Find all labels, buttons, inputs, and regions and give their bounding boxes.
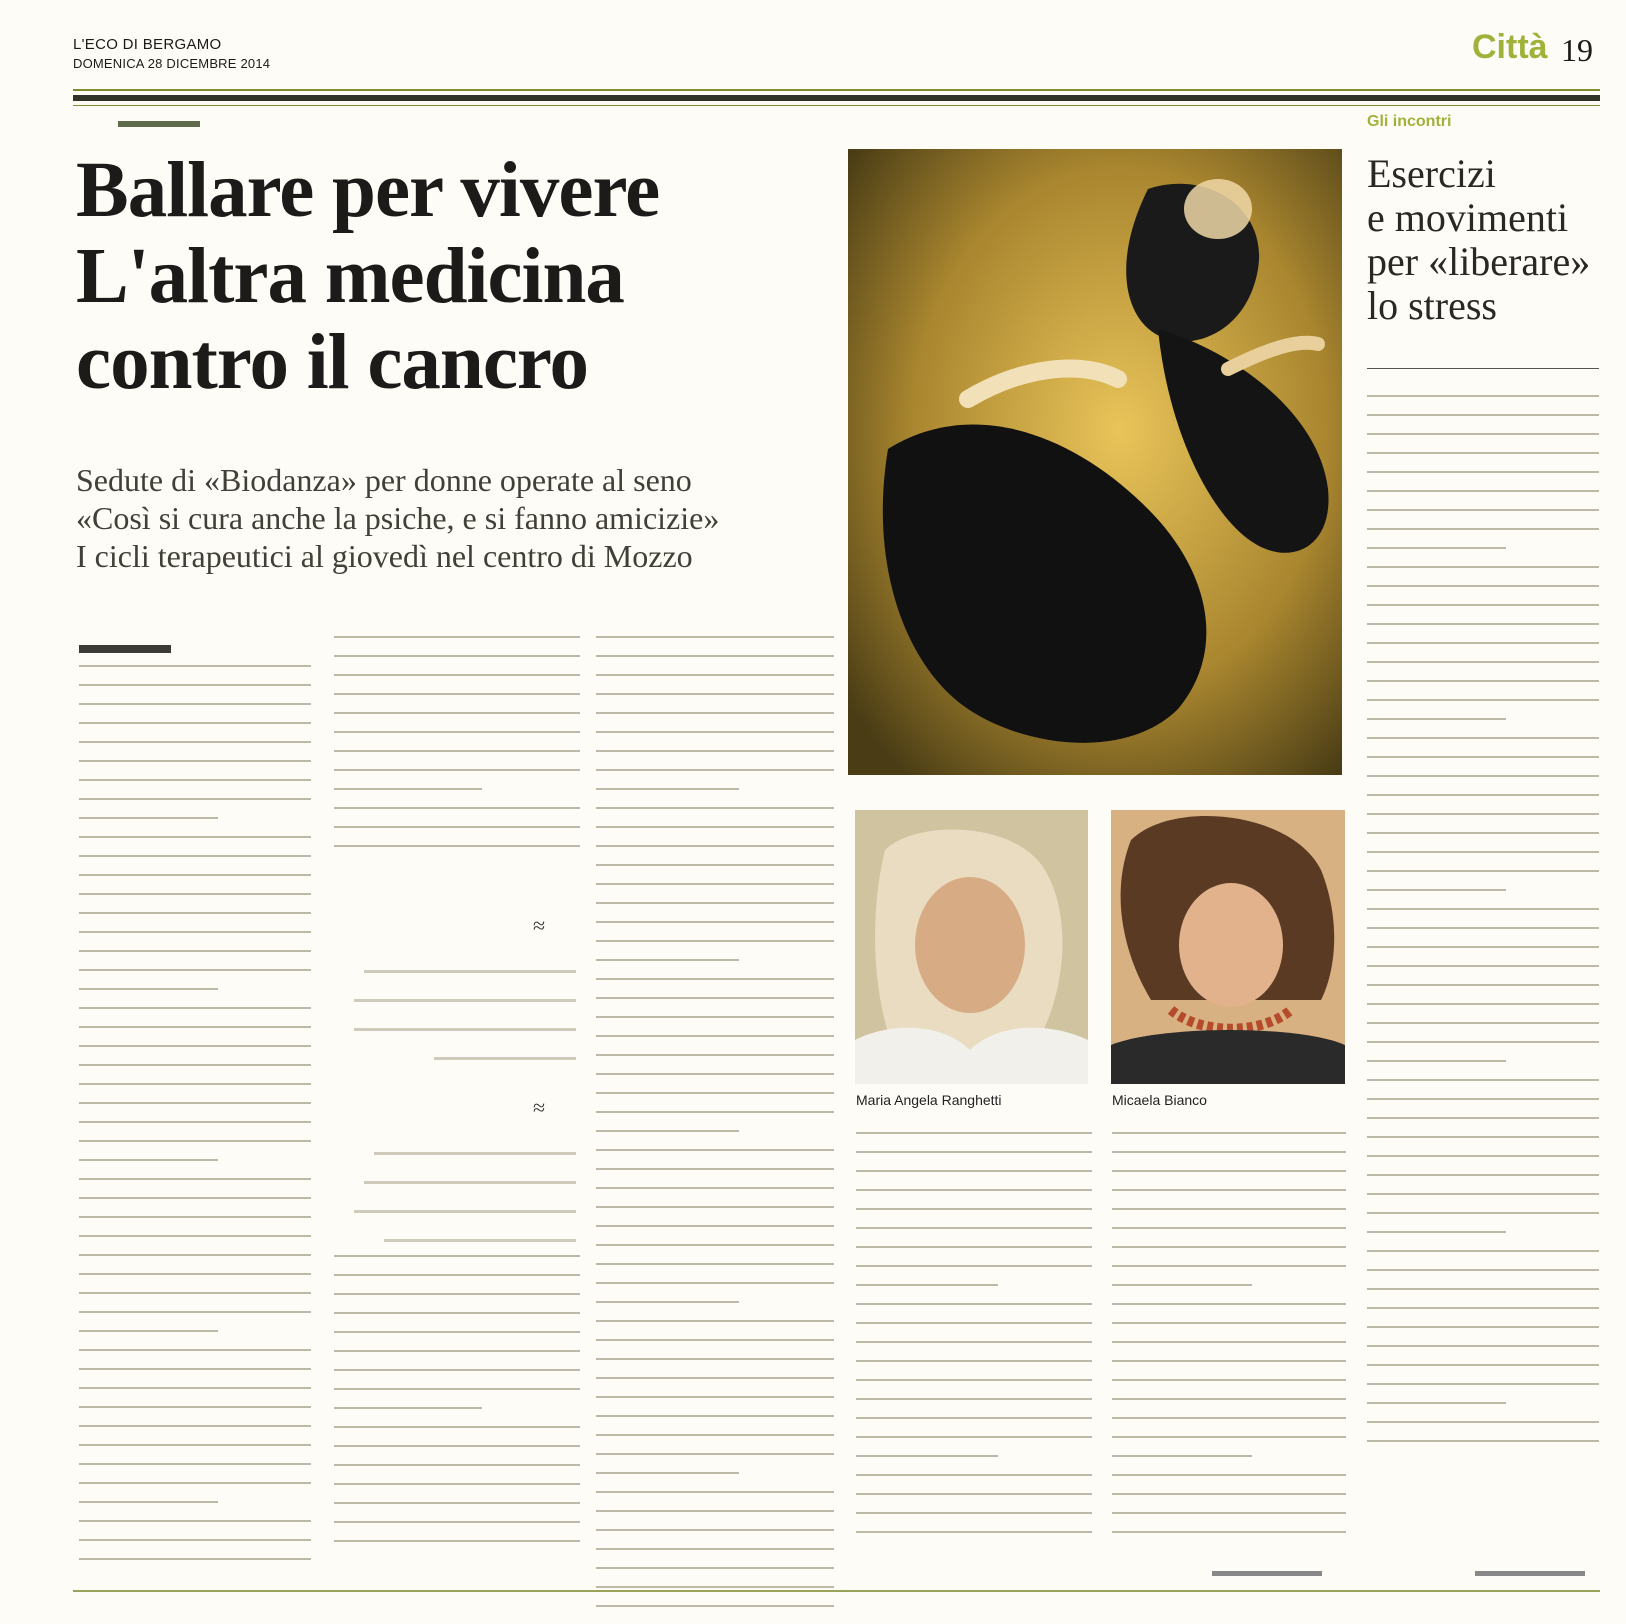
text-line-placeholder [1112,1455,1252,1457]
text-line-placeholder [1112,1265,1346,1267]
text-line-placeholder [1112,1379,1346,1381]
text-line-placeholder [1367,1136,1599,1138]
text-line-placeholder [79,1083,311,1085]
text-line-placeholder [79,1159,218,1161]
text-line-placeholder [79,1387,311,1389]
text-line-placeholder [79,1273,311,1275]
text-line-placeholder [79,1007,311,1009]
text-line-placeholder [856,1436,1092,1438]
text-line-placeholder [596,1016,834,1018]
text-line-placeholder [596,997,834,999]
text-line-placeholder [596,1111,834,1113]
text-line-placeholder [856,1189,1092,1191]
text-line-placeholder [596,807,834,809]
text-line-placeholder [79,722,311,724]
text-line-placeholder [79,1026,311,1028]
text-line-placeholder [79,817,218,819]
text-line-placeholder [596,1168,834,1170]
text-line-placeholder [334,712,580,714]
text-line-placeholder [1367,1060,1506,1062]
text-line-placeholder [79,1140,311,1142]
text-line-placeholder [596,959,739,961]
text-line-placeholder [1367,1326,1599,1328]
text-line-placeholder [79,1539,311,1541]
photo-caption: Micaela Bianco [1112,1092,1207,1108]
text-line-placeholder [596,978,834,980]
text-line-placeholder [79,779,311,781]
text-line-placeholder [856,1284,998,1286]
text-line-placeholder [1112,1322,1346,1324]
text-line-placeholder [79,988,218,990]
text-line-placeholder [1367,1383,1599,1385]
page-number: 19 [1561,32,1593,68]
subhead [76,461,836,575]
text-line-placeholder [1367,433,1599,435]
text-line-placeholder [334,788,482,790]
pullquote-placeholder [344,1142,576,1242]
sidebar-title-line: e movimenti [1367,195,1569,240]
text-line-placeholder [596,1225,834,1227]
text-line-placeholder [1367,1421,1599,1423]
text-line-placeholder [79,1558,311,1560]
text-line-placeholder [1367,1345,1599,1347]
text-line-placeholder [79,1121,311,1123]
text-line-placeholder [596,1206,834,1208]
text-line-placeholder [1367,1307,1599,1309]
text-line-placeholder [79,1311,311,1313]
text-line-placeholder [856,1265,1092,1267]
text-line-placeholder [334,1312,580,1314]
article-column [856,1132,1092,1550]
text-line-placeholder [856,1341,1092,1343]
text-line-placeholder [334,1407,482,1409]
text-line-placeholder [856,1132,1092,1134]
text-line-placeholder [79,1216,311,1218]
text-line-placeholder [596,1605,834,1607]
text-line-placeholder [596,1548,834,1550]
portrait-bianco [1111,810,1345,1084]
text-line-placeholder [596,1073,834,1075]
text-line-placeholder [1367,870,1599,872]
headline-line: Ballare per vivere [76,147,660,234]
text-line-placeholder [1367,984,1599,986]
text-line-placeholder [596,1434,834,1436]
text-line-placeholder [334,1331,580,1333]
text-line-placeholder [1367,1041,1599,1043]
text-line-placeholder [79,893,311,895]
portrait-ranghetti-graphic [855,810,1088,1084]
text-line-placeholder [1112,1151,1346,1153]
text-line-placeholder [1112,1436,1346,1438]
text-line-placeholder [596,1339,834,1341]
sidebar-title-line: lo stress [1367,283,1497,328]
dance-photo [848,149,1342,775]
text-line-placeholder [596,1187,834,1189]
text-line-placeholder [1367,661,1599,663]
text-line-placeholder [79,1292,311,1294]
text-line-placeholder [79,798,311,800]
text-line-placeholder [856,1455,998,1457]
text-line-placeholder [1367,509,1599,511]
portrait-bianco-graphic [1111,810,1345,1084]
text-line-placeholder [334,1502,580,1504]
text-line-placeholder [1367,566,1599,568]
text-line-placeholder [596,921,834,923]
text-line-placeholder [1367,1402,1506,1404]
text-line-placeholder [79,703,311,705]
text-line-placeholder [596,1301,739,1303]
text-line-placeholder [79,836,311,838]
text-line-placeholder [334,636,580,638]
text-line-placeholder [79,1482,311,1484]
text-line-placeholder [1367,1231,1506,1233]
article-column [334,1255,580,1559]
text-line-placeholder [1367,946,1599,948]
text-line-placeholder [1367,794,1599,796]
text-line-placeholder [79,855,311,857]
text-line-placeholder [1367,680,1599,682]
text-line-placeholder [79,1045,311,1047]
text-line-placeholder [856,1512,1092,1514]
header-rule-thin [73,105,1600,106]
text-line-placeholder [1367,471,1599,473]
text-line-placeholder [1367,965,1599,967]
text-line-placeholder [334,1274,580,1276]
text-line-placeholder [596,1149,834,1151]
text-line-placeholder [334,693,580,695]
text-line-placeholder [596,826,834,828]
text-line-placeholder [596,674,834,676]
text-line-placeholder [79,1406,311,1408]
text-line-placeholder [1112,1512,1346,1514]
text-line-placeholder [334,807,580,809]
text-line-placeholder [1367,908,1599,910]
text-line-placeholder [79,950,311,952]
text-line-placeholder [1367,832,1599,834]
text-line-placeholder [1367,1288,1599,1290]
text-line-placeholder [856,1322,1092,1324]
text-line-placeholder [1367,623,1599,625]
text-line-placeholder [1112,1398,1346,1400]
text-line-placeholder [334,1464,580,1466]
text-line-placeholder [334,1388,580,1390]
sidebar-kicker: Gli incontri [1367,113,1452,130]
text-line-placeholder [1367,1174,1599,1176]
text-line-placeholder [596,902,834,904]
text-line-placeholder [596,1529,834,1531]
text-line-placeholder [1367,737,1599,739]
pullquote-placeholder [344,960,576,1060]
sidebar-title-line: Esercizi [1367,151,1496,196]
text-line-placeholder [79,1463,311,1465]
text-line-placeholder [856,1398,1092,1400]
text-line-placeholder [79,741,311,743]
text-line-placeholder [1367,528,1599,530]
text-line-placeholder [1112,1493,1346,1495]
text-line-placeholder [334,1540,580,1542]
text-line-placeholder [596,731,834,733]
text-line-placeholder [334,655,580,657]
text-line-placeholder [1367,927,1599,929]
text-line-placeholder [856,1379,1092,1381]
sidebar-title-line: per «liberare» [1367,239,1591,284]
text-line-placeholder [1112,1341,1346,1343]
text-line-placeholder [596,769,834,771]
text-line-placeholder [1367,851,1599,853]
text-line-placeholder [79,684,311,686]
text-line-placeholder [1367,889,1506,891]
footer-rule [73,1590,1600,1592]
text-line-placeholder [1112,1189,1346,1191]
text-line-placeholder [1367,604,1599,606]
text-line-placeholder [1367,1193,1599,1195]
quote-mark-icon: ≈ [533,1095,546,1120]
text-line-placeholder [79,1368,311,1370]
kicker-bar [118,121,200,127]
text-line-placeholder [1367,1117,1599,1119]
text-line-placeholder [1367,1364,1599,1366]
text-line-placeholder [1112,1227,1346,1229]
text-line-placeholder [1367,699,1599,701]
headline-line: L'altra medicina [76,233,624,320]
text-line-placeholder [79,1501,218,1503]
text-line-placeholder [1367,642,1599,644]
headline [76,148,836,406]
photo-caption: Maria Angela Ranghetti [856,1092,1002,1108]
text-line-placeholder [596,1320,834,1322]
text-line-placeholder [596,1282,834,1284]
masthead-name: L'ECO DI BERGAMO [73,36,222,53]
text-line-placeholder [1367,1022,1599,1024]
text-line-placeholder [79,1444,311,1446]
text-line-placeholder [79,1254,311,1256]
text-line-placeholder [596,1586,834,1588]
text-line-placeholder [596,788,739,790]
text-line-placeholder [1367,1079,1599,1081]
text-line-placeholder [596,693,834,695]
text-line-placeholder [596,940,834,942]
text-line-placeholder [334,1293,580,1295]
subhead-line: I cicli terapeutici al giovedì nel centro di Mozzo [76,538,693,574]
text-line-placeholder [334,1369,580,1371]
text-line-placeholder [596,655,834,657]
text-line-placeholder [79,1235,311,1237]
text-line-placeholder [1367,1269,1599,1271]
article-column [79,665,311,1577]
text-line-placeholder [79,1520,311,1522]
text-line-placeholder [79,1102,311,1104]
text-line-placeholder [596,1453,834,1455]
text-line-placeholder [596,712,834,714]
text-line-placeholder [1367,813,1599,815]
text-line-placeholder [1367,395,1599,397]
text-line-placeholder [596,1035,834,1037]
text-line-placeholder [1367,1155,1599,1157]
text-line-placeholder [856,1474,1092,1476]
text-line-placeholder [79,931,311,933]
text-line-placeholder [1112,1360,1346,1362]
text-line-placeholder [1367,490,1599,492]
text-line-placeholder [596,883,834,885]
text-line-placeholder [79,665,311,667]
text-line-placeholder [1112,1284,1252,1286]
text-line-placeholder [856,1531,1092,1533]
copyright-placeholder [1212,1571,1322,1576]
sidebar-column [1367,395,1599,1459]
text-line-placeholder [1367,756,1599,758]
article-column [1112,1132,1346,1550]
text-line-placeholder [1367,1003,1599,1005]
text-line-placeholder [1367,585,1599,587]
text-line-placeholder [856,1208,1092,1210]
sidebar-divider [1367,368,1599,369]
text-line-placeholder [856,1170,1092,1172]
article-column [596,636,834,1624]
text-line-placeholder [79,1349,311,1351]
dance-photo-graphic [848,149,1342,775]
text-line-placeholder [79,760,311,762]
text-line-placeholder [1367,1212,1599,1214]
text-line-placeholder [79,1064,311,1066]
text-line-placeholder [1367,775,1599,777]
masthead-date: DOMENICA 28 DICEMBRE 2014 [73,56,271,71]
text-line-placeholder [596,1054,834,1056]
text-line-placeholder [1367,414,1599,416]
text-line-placeholder [334,1426,580,1428]
text-line-placeholder [596,1567,834,1569]
text-line-placeholder [596,1092,834,1094]
text-line-placeholder [1367,1098,1599,1100]
text-line-placeholder [856,1417,1092,1419]
text-line-placeholder [596,1263,834,1265]
text-line-placeholder [856,1151,1092,1153]
text-line-placeholder [334,769,580,771]
text-line-placeholder [1112,1417,1346,1419]
text-line-placeholder [596,1130,739,1132]
header-rule [73,89,1600,91]
text-line-placeholder [79,1197,311,1199]
text-line-placeholder [596,1377,834,1379]
text-line-placeholder [334,674,580,676]
header-rule-thick [73,95,1600,101]
text-line-placeholder [596,1510,834,1512]
text-line-placeholder [1367,452,1599,454]
text-line-placeholder [334,826,580,828]
text-line-placeholder [596,1244,834,1246]
text-line-placeholder [1367,547,1506,549]
text-line-placeholder [596,1472,739,1474]
text-line-placeholder [334,1445,580,1447]
article-column [334,636,580,864]
text-line-placeholder [79,1330,218,1332]
text-line-placeholder [1112,1246,1346,1248]
sidebar-title [1367,152,1607,328]
subhead-line: Sedute di «Biodanza» per donne operate al seno [76,462,692,498]
text-line-placeholder [79,912,311,914]
text-line-placeholder [1112,1474,1346,1476]
portrait-ranghetti [855,810,1088,1084]
section-label: Città [1472,28,1548,66]
text-line-placeholder [79,1425,311,1427]
text-line-placeholder [856,1303,1092,1305]
text-line-placeholder [79,1178,311,1180]
subhead-line: «Così si cura anche la psiche, e si fanno amicizie» [76,500,720,536]
text-line-placeholder [334,1521,580,1523]
text-line-placeholder [1112,1132,1346,1134]
text-line-placeholder [596,1491,834,1493]
text-line-placeholder [596,1358,834,1360]
text-line-placeholder [1367,1250,1599,1252]
text-line-placeholder [79,969,311,971]
text-line-placeholder [1112,1303,1346,1305]
text-line-placeholder [334,1255,580,1257]
text-line-placeholder [334,1483,580,1485]
text-line-placeholder [856,1246,1092,1248]
quote-mark-icon: ≈ [533,913,546,938]
copyright-placeholder [1475,1571,1585,1576]
text-line-placeholder [596,1396,834,1398]
text-line-placeholder [334,845,580,847]
text-line-placeholder [596,845,834,847]
text-line-placeholder [79,874,311,876]
text-line-placeholder [1367,1440,1599,1442]
text-line-placeholder [334,731,580,733]
text-line-placeholder [1112,1170,1346,1172]
text-line-placeholder [334,1350,580,1352]
text-line-placeholder [856,1493,1092,1495]
text-line-placeholder [1112,1208,1346,1210]
text-line-placeholder [334,750,580,752]
text-line-placeholder [856,1227,1092,1229]
text-line-placeholder [596,636,834,638]
text-line-placeholder [1367,718,1506,720]
text-line-placeholder [856,1360,1092,1362]
text-line-placeholder [596,750,834,752]
text-line-placeholder [596,864,834,866]
byline-placeholder [79,645,171,653]
text-line-placeholder [596,1415,834,1417]
text-line-placeholder [1112,1531,1346,1533]
headline-line: contro il cancro [76,319,589,406]
